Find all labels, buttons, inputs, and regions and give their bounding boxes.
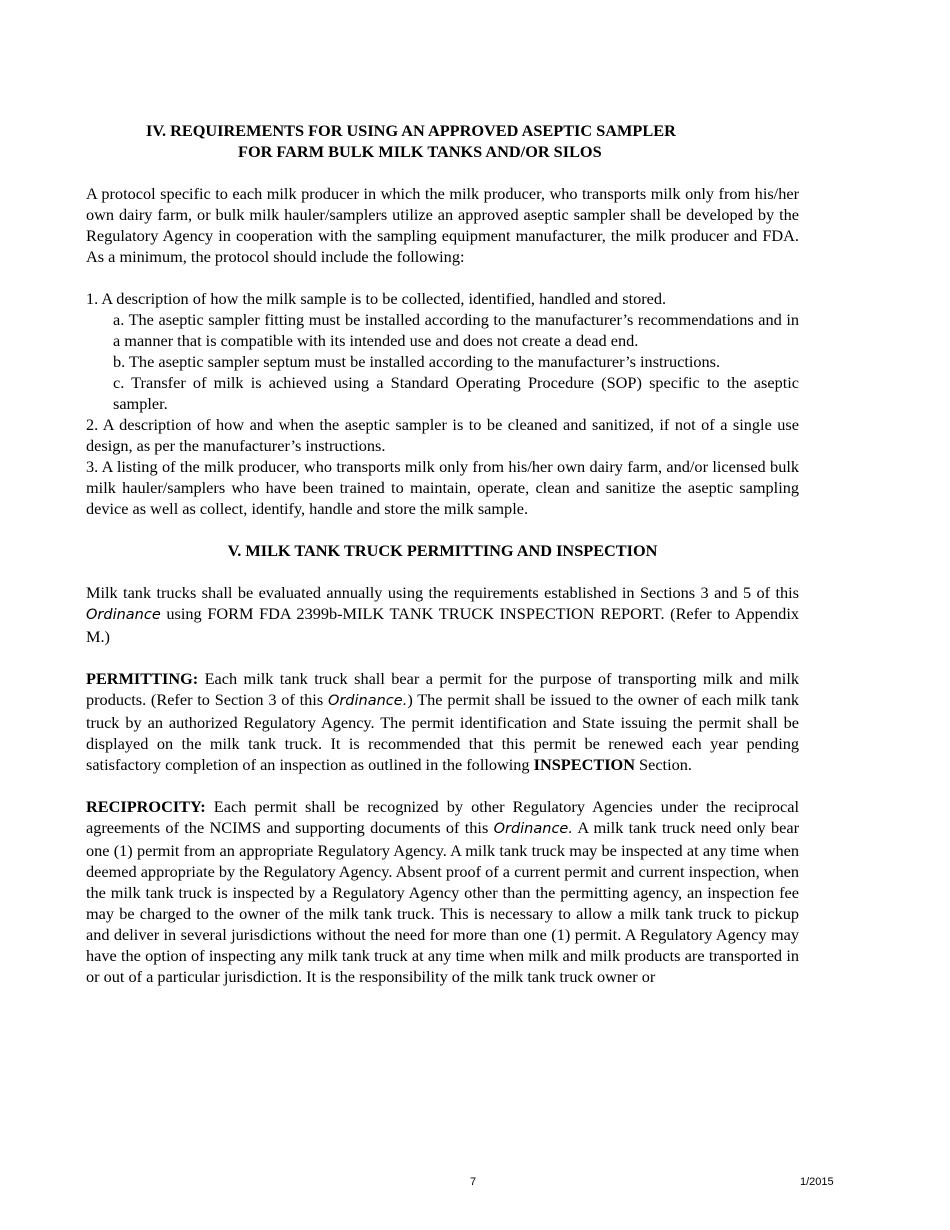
- reciprocity-paragraph: [86, 796, 799, 987]
- section-iv-heading-line1: IV. REQUIREMENTS FOR USING AN APPROVED ASEPTIC SAMPLER: [146, 121, 676, 140]
- page-number: 7: [470, 1176, 477, 1188]
- section-v-heading: V. MILK TANK TRUCK PERMITTING AND INSPECTION: [227, 541, 658, 560]
- permitting-paragraph: [86, 668, 799, 775]
- reciprocity-text2: A milk tank truck need only bear one (1) permit from an appropriate Regulatory Agency. A milk tank truck may be inspected at any time when deemed appropriate by the Regulatory Agency. Absent proof of a current permit and current inspection, when the milk tank truck is inspected by a Regulatory Agency other than the permitting agency, an inspection fee may be charged to the owner of the milk tank truck. This is necessary to allow a milk tank truck to pickup and deliver in several jurisdictions without the need for more than one (1) permit. A Regulatory Agency may have the option of inspecting any milk tank truck at any time when milk and milk products are transported in or out of a particular jurisdiction. It is the responsibility of the milk tank truck owner or: [86, 818, 799, 986]
- reciprocity-text1: Each permit shall be recognized by other Regulatory Agencies under the reciprocal agreements of the NCIMS and supporting documents of this: [86, 797, 799, 837]
- reciprocity-ordinance-italic: Ordinance.: [493, 821, 573, 837]
- list-item-2: 2. A description of how and when the aseptic sampler is to be cleaned and sanitized, if not of a single use design, as per the manufacturer’s instructions.: [86, 415, 799, 455]
- list-item-1c: c. Transfer of milk is achieved using a Standard Operating Procedure (SOP) specific to the aseptic sampler.: [113, 373, 799, 413]
- section-iv-heading-line2: FOR FARM BULK MILK TANKS AND/OR SILOS: [238, 142, 602, 161]
- section-v-intro-text1: Milk tank trucks shall be evaluated annually using the requirements established in Sections 3 and 5 of this: [86, 583, 799, 602]
- section-v-intro-text2: using FORM FDA 2399b-MILK TANK TRUCK INSPECTION REPORT. (Refer to Appendix M.): [86, 604, 799, 646]
- inspection-label: INSPECTION: [533, 755, 635, 774]
- list-item-3: 3. A listing of the milk producer, who transports milk only from his/her own dairy farm, and/or licensed bulk milk hauler/samplers who have been trained to maintain, operate, clean and sanitize the aseptic sampling device as well as collect, identify, handle and store the milk sample.: [86, 457, 799, 518]
- list-item-1a: a. The aseptic sampler fitting must be installed according to the manufacturer’s recommendations and in a manner that is compatible with its intended use and does not create a dead end.: [113, 310, 799, 350]
- permitting-ordinance-italic: Ordinance.: [327, 693, 408, 709]
- list-item-1: 1. A description of how the milk sample is to be collected, identified, handled and stored.: [86, 289, 667, 308]
- list-item-1b: b. The aseptic sampler septum must be installed according to the manufacturer’s instructions.: [113, 352, 721, 371]
- permitting-text2: ) The permit shall be issued to the owner of each milk tank truck by an authorized Regulatory Agency. The permit identification and State issuing the permit shall be displayed on the milk tank truck. It is recommended that this permit be renewed each year pending satisfactory completion of an inspection as outlined in the following: [86, 690, 799, 774]
- ordinance-italic: Ordinance: [86, 607, 161, 623]
- section-v-intro: [86, 582, 799, 647]
- section-iv-heading: [146, 120, 799, 162]
- revision-date: 1/2015: [800, 1176, 834, 1188]
- section-iv-intro: A protocol specific to each milk producer in which the milk producer, who transports milk only from his/her own dairy farm, or bulk milk hauler/samplers utilize an approved aseptic sampler shall be developed by the Regulatory Agency in cooperation with the sampling equipment manufacturer, the milk producer and FDA. As a minimum, the protocol should include the following:: [86, 184, 799, 266]
- permitting-text1: Each milk tank truck shall bear a permit for the purpose of transporting milk and milk products. (Refer to Section 3 of this: [86, 669, 799, 709]
- permitting-label: PERMITTING:: [86, 669, 199, 688]
- reciprocity-label: RECIPROCITY:: [86, 797, 206, 816]
- document-page: [86, 120, 799, 987]
- permitting-text3: Section.: [634, 755, 692, 774]
